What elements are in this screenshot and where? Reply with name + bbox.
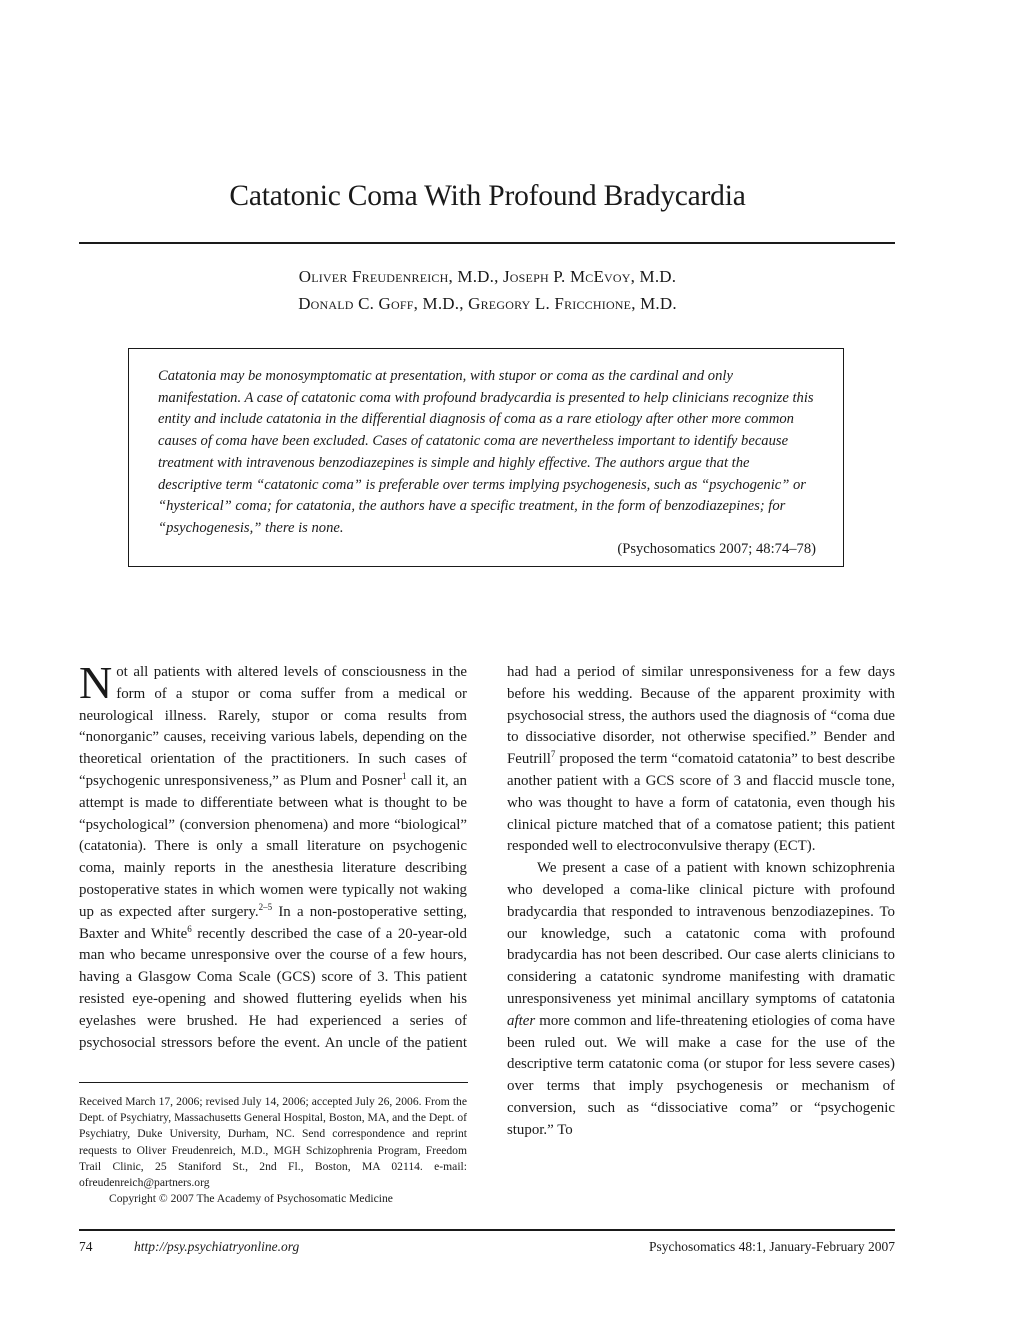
author-list [80, 263, 895, 317]
body-text-continued [507, 662, 895, 1141]
reference-6[interactable]: 6 [187, 923, 192, 934]
reference-1[interactable]: 1 [402, 770, 407, 781]
body-paragraph-2-continued: We present a case of a patient with known schizophrenia who developed a coma-like clinical picture with profound bradycardia that responded to intravenous benzodiazepines. To our knowledge, such a catatonic coma with profound bradycardia has not been described. Our case alerts clinicians to considering a catatonic syndrome manifesting with dramatic unresponsiveness yet minimal ancillary symptoms of catatonia after more common and life-threatening etiologies of coma have been ruled out. We will make a case for the use of the descriptive term catatonic coma (or stupor for less severe cases) over terms that imply psychogenesis or mechanism of conversion, such as “dissociative coma” or “psychogenic stupor.” To [507, 860, 895, 1138]
footer-rule [79, 1229, 895, 1231]
body-text-flow-continued [507, 662, 895, 1141]
footnote-rule [79, 1082, 468, 1083]
footnote-text: Received March 17, 2006; revised July 14, 2006; accepted July 26, 2006. From the Dept. of Psychiatry, Massachusetts General Hospital, Boston, MA, and the Dept. of Psychiatry, Duke University, Durham, NC. Send correspondence and reprint requests to Oliver Freudenreich, M.D., MGH Schizophrenia Program, Freedom Trail Clinic, 25 Staniford St., 2nd Fl., Boston, MA 02114. e-mail: ofreudenreich@partners.org [79, 1095, 467, 1190]
body-text-flow [79, 662, 467, 1054]
page-number: 74 [79, 1239, 93, 1254]
author-line-1: Oliver Freudenreich, M.D., Joseph P. McEvoy, M.D. [298, 267, 677, 286]
abstract-text: Catatonia may be monosymptomatic at presentation, with stupor or coma as the cardinal and only manifestation. A case of catatonic coma with profound bradycardia is presented to help clinicians recognize this entity and include catatonia in the differential diagnosis of coma as a rare etiology after other more common causes of coma have been excluded. Cases of catatonic coma are nevertheless important to identify because treatment with intravenous benzodiazepines is simple and highly effective. The authors argue that the descriptive term “catatonic coma” is preferable over terms implying psychogenesis, such as “psychogenic” or “hysterical” coma; for catatonia, the authors have a specific treatment, in the form of benzodiazepines; for “psychogenesis,” there is none. [158, 368, 814, 536]
drop-cap: N [79, 662, 113, 708]
reference-7-continued[interactable]: 7 [550, 749, 556, 760]
body-paragraph-1: Not all patients with altered levels of consciousness in the form of a stupor or coma suffer from a medical or neurological illness. Rarely, stupor or coma results from “nonorganic” causes, receiving various labels, depending on the theoretical orientation of the practitioners. In such cases of “psychogenic unresponsiveness,” as Plum and Posner$^1$ call it, an attempt is made to differentiate between what is thought to be “psychological” (conversion phenomena) and more “biological” (catatonia). There is only a small literature on psychogenic coma, mainly reports in the anesthesia literature describing postoperative states in which women were typically not waking up as expected after surgery.$^{2-5}$ In a non-postoperative setting, Baxter and White$^6$ recently described the case of a 20-year-old man who became unresponsive over the course of a few hours, having a Glasgow Coma Scale (GCS) score of 3. This patient resisted eye-opening and showed fluttering eyelids when his eyelashes were brushed. He had experienced a series of psychosocial stressors before the event. An uncle of the patient [79, 662, 467, 1051]
reference-2-5[interactable]: 2–5 [258, 901, 273, 912]
journal-url[interactable]: http://psy.psychiatryonline.org [134, 1239, 300, 1254]
footnote [79, 1094, 467, 1207]
body-paragraph-1-continued: had had a period of similar unresponsiveness for a few days before his wedding. Because of the apparent proximity with psychosocial stress, the authors used the diagnosis of “coma due to dissociative disorder, not otherwise specified.” Bender and Feutrill$^7$ proposed the term “comatoid catatonia” to best describe another patient with a GCS score of 3 and flaccid muscle tone, who was thought to have a form of catatonia, even though his clinical picture matched that of a comatose patient; this patient responded well to electroconvulsive therapy (ECT). [507, 663, 895, 855]
journal-citation: Psychosomatics 48:1, January-February 2007 [649, 1239, 895, 1254]
abstract-citation: (Psychosomatics 2007; 48:74–78) [617, 541, 816, 557]
abstract-box [128, 348, 844, 567]
body-column-right [507, 662, 895, 1214]
copyright-line: Copyright © 2007 The Academy of Psychosomatic Medicine [109, 1192, 393, 1206]
article-title: Catatonic Coma With Profound Bradycardia [229, 180, 746, 212]
title-rule [79, 242, 895, 244]
body-column-left [79, 662, 467, 1054]
author-line-2: Donald C. Goff, M.D., Gregory L. Fricchione, M.D. [298, 294, 677, 313]
